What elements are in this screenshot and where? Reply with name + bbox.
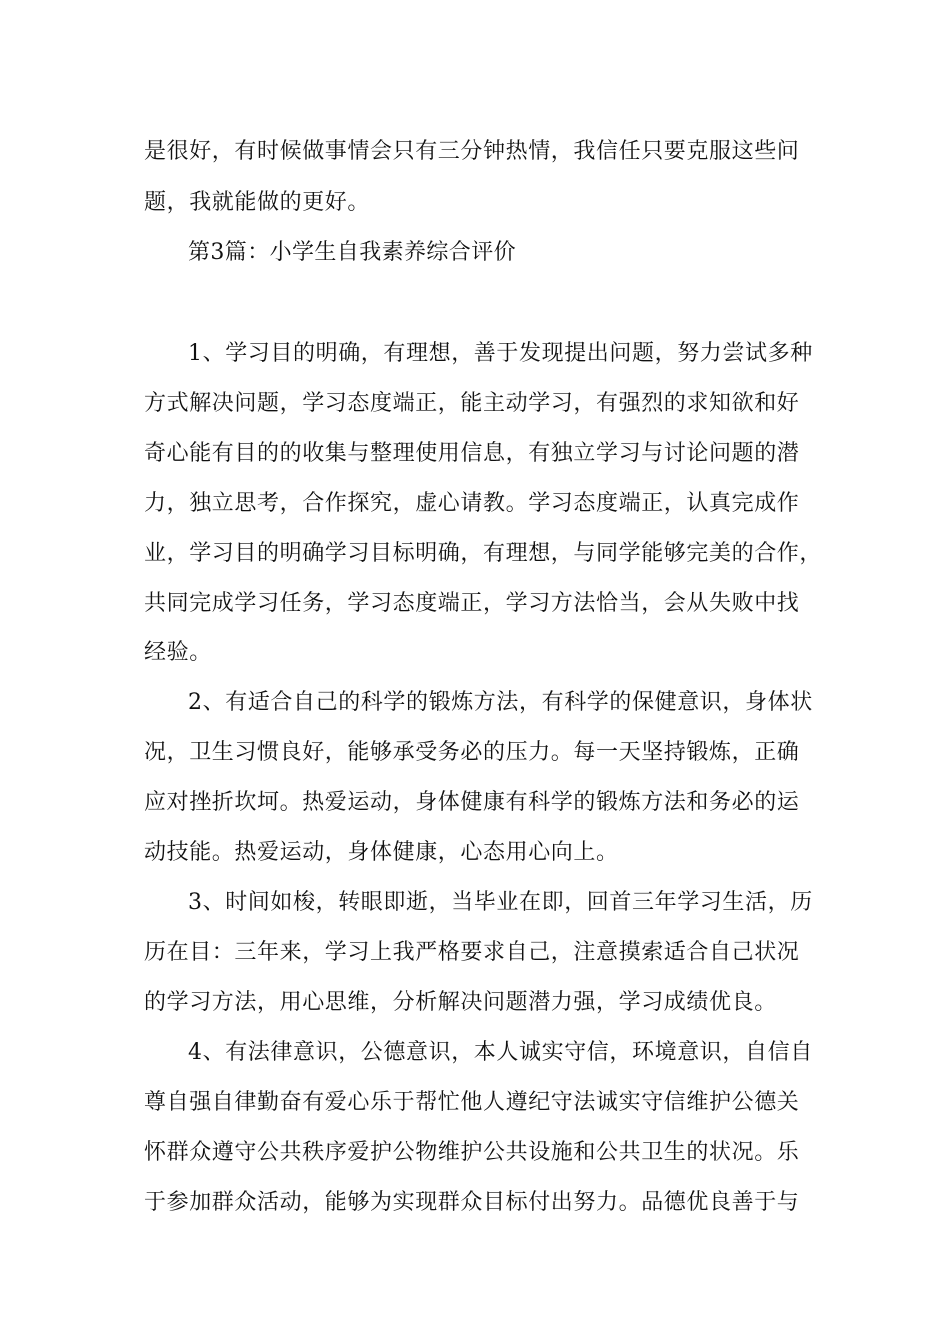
text-line: 题，我就能做的更好。 — [144, 190, 371, 215]
text-line: 2、有适合自己的科学的锻炼方法，有科学的保健意识，身体状 — [188, 690, 813, 715]
section-heading: 第3篇：小学生自我素养综合评价 — [188, 240, 516, 265]
text-line: 动技能。热爱运动，身体健康，心态用心向上。 — [144, 840, 619, 865]
text-line: 经验。 — [144, 640, 212, 665]
text-line: 奇心能有目的的收集与整理使用信息，有独立学习与讨论问题的潜 — [144, 441, 800, 466]
text-line: 怀群众遵守公共秩序爱护公物维护公共设施和公共卫生的状况。乐 — [144, 1140, 800, 1165]
text-line: 共同完成学习任务，学习态度端正，学习方法恰当，会从失败中找 — [144, 591, 800, 616]
text-line: 力，独立思考，合作探究，虚心请教。学习态度端正，认真完成作 — [144, 491, 800, 516]
text-line: 业，学习目的明确学习目标明确，有理想，与同学能够完美的合作， — [144, 541, 823, 566]
text-line: 应对挫折坎坷。热爱运动，身体健康有科学的锻炼方法和务必的运 — [144, 790, 800, 815]
text-line: 方式解决问题，学习态度端正，能主动学习，有强烈的求知欲和好 — [144, 391, 800, 416]
text-line: 是很好，有时候做事情会只有三分钟热情，我信任只要克服这些问 — [144, 139, 800, 164]
text-line: 历在目：三年来，学习上我严格要求自己，注意摸索适合自己状况 — [144, 940, 800, 965]
text-line: 1、学习目的明确，有理想，善于发现提出问题，努力尝试多种 — [188, 341, 813, 366]
text-line: 况，卫生习惯良好，能够承受务必的压力。每一天坚持锻炼，正确 — [144, 740, 800, 765]
text-line: 3、时间如梭，转眼即逝，当毕业在即，回首三年学习生活，历 — [188, 890, 813, 915]
text-line: 的学习方法，用心思维，分析解决问题潜力强，学习成绩优良。 — [144, 990, 777, 1015]
text-line: 4、有法律意识，公德意识，本人诚实守信，环境意识，自信自 — [188, 1040, 813, 1065]
text-line: 于参加群众活动，能够为实现群众目标付出努力。品德优良善于与 — [144, 1190, 800, 1215]
text-line: 尊自强自律勤奋有爱心乐于帮忙他人遵纪守法诚实守信维护公德关 — [144, 1090, 800, 1115]
